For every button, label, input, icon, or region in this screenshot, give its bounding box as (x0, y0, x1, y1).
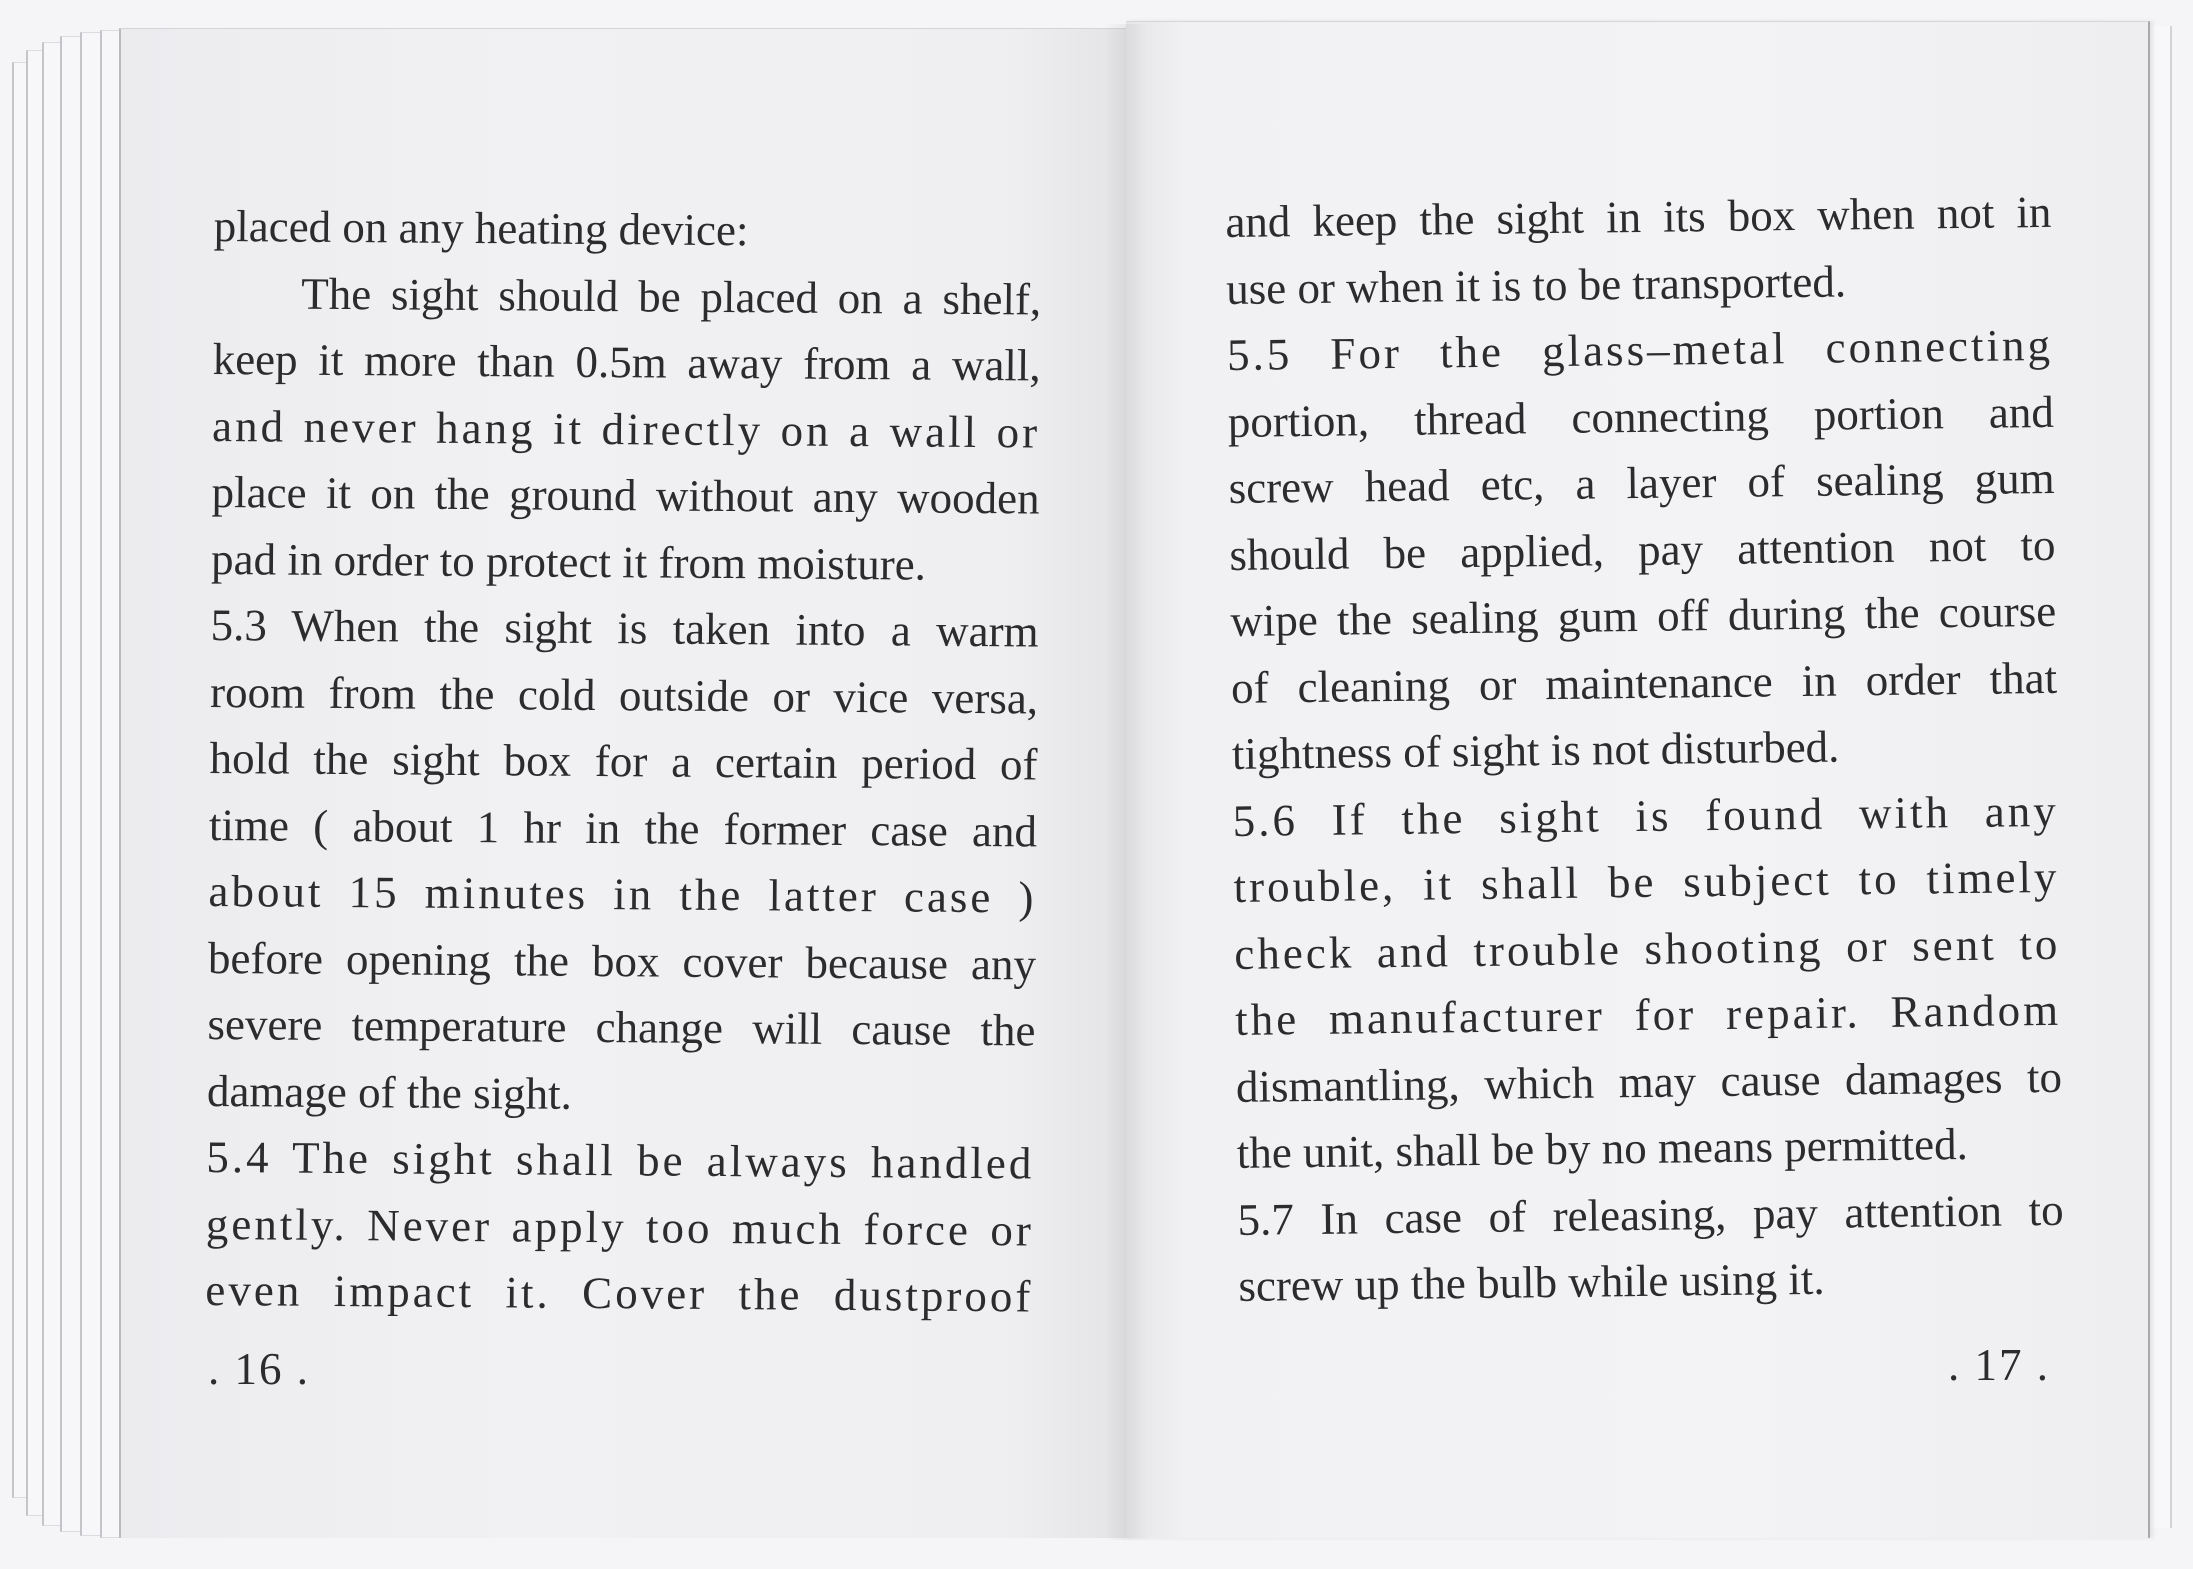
text-line: trouble, it shall be subject to timely (1233, 851, 2060, 912)
text-line: even impact it. Cover the dustproof (205, 1264, 1034, 1322)
text-line: pad in order to protect it from moisture. (210, 533, 927, 590)
page-text (1225, 179, 2065, 1320)
text-line: 5.3 When the sight is taken into a warm (210, 599, 1039, 657)
text-line: before opening the box cover because any (207, 932, 1037, 989)
text-line: the unit, shall be by no means permitted. (1236, 1118, 1969, 1178)
text-line: gently. Never apply too much force or (205, 1198, 1035, 1255)
text-line: damage of the sight. (206, 1065, 573, 1119)
text-line: check and trouble shooting or sent to (1234, 918, 2061, 979)
text-line: screw up the bulb while using it. (1238, 1253, 1825, 1311)
text-line: 5.6 If the sight is found with any (1232, 785, 2059, 846)
text-line: wipe the sealing gum off during the course (1229, 585, 2057, 646)
text-line: The sight should be placed on a shelf, (301, 268, 1042, 324)
text-line: and keep the sight in its box when not in (1225, 186, 2052, 247)
text-line: keep it more than 0.5m away from a wall, (212, 333, 1041, 391)
text-line: and never hang it directly on a wall or (211, 400, 1041, 457)
text-line: placed on any heating device: (213, 200, 749, 256)
text-line: room from the cold outside or vice versa, (209, 666, 1039, 723)
text-line: portion, thread connecting portion and (1227, 386, 2055, 447)
text-line: should be applied, pay attention not to (1229, 519, 2056, 580)
text-line: about 15 minutes in the latter case ) (208, 865, 1037, 923)
page-left (119, 28, 1126, 1538)
text-line: 5.4 The sight shall be always handled (206, 1131, 1035, 1189)
text-line: time ( about 1 hr in the former case and (208, 799, 1038, 856)
text-line: tightness of sight is not disturbed. (1231, 721, 1840, 779)
page-number: . 16 . (208, 1344, 310, 1394)
page-text (205, 193, 1042, 1330)
text-line: the manufacturer for repair. Random (1234, 984, 2062, 1045)
text-line: 5.5 For the glass–metal connecting (1226, 319, 2054, 380)
spine-shadow (1104, 24, 1148, 1540)
text-line: dismantling, which may cause damages to (1235, 1051, 2063, 1112)
text-line: place it on the ground without any wooden (211, 466, 1040, 524)
text-line: of cleaning or maintenance in order that (1230, 652, 2058, 713)
text-line: screw head etc, a layer of sealing gum (1228, 452, 2055, 513)
text-line: hold the sight box for a certain period of (209, 732, 1038, 790)
page-right (1126, 21, 2150, 1538)
text-line: 5.7 In case of releasing, pay attention to (1237, 1184, 2064, 1245)
text-line: use or when it is to be transported. (1225, 255, 1847, 314)
text-line: severe temperature change will cause the (207, 998, 1036, 1056)
page-number: . 17 . (1948, 1340, 2050, 1390)
